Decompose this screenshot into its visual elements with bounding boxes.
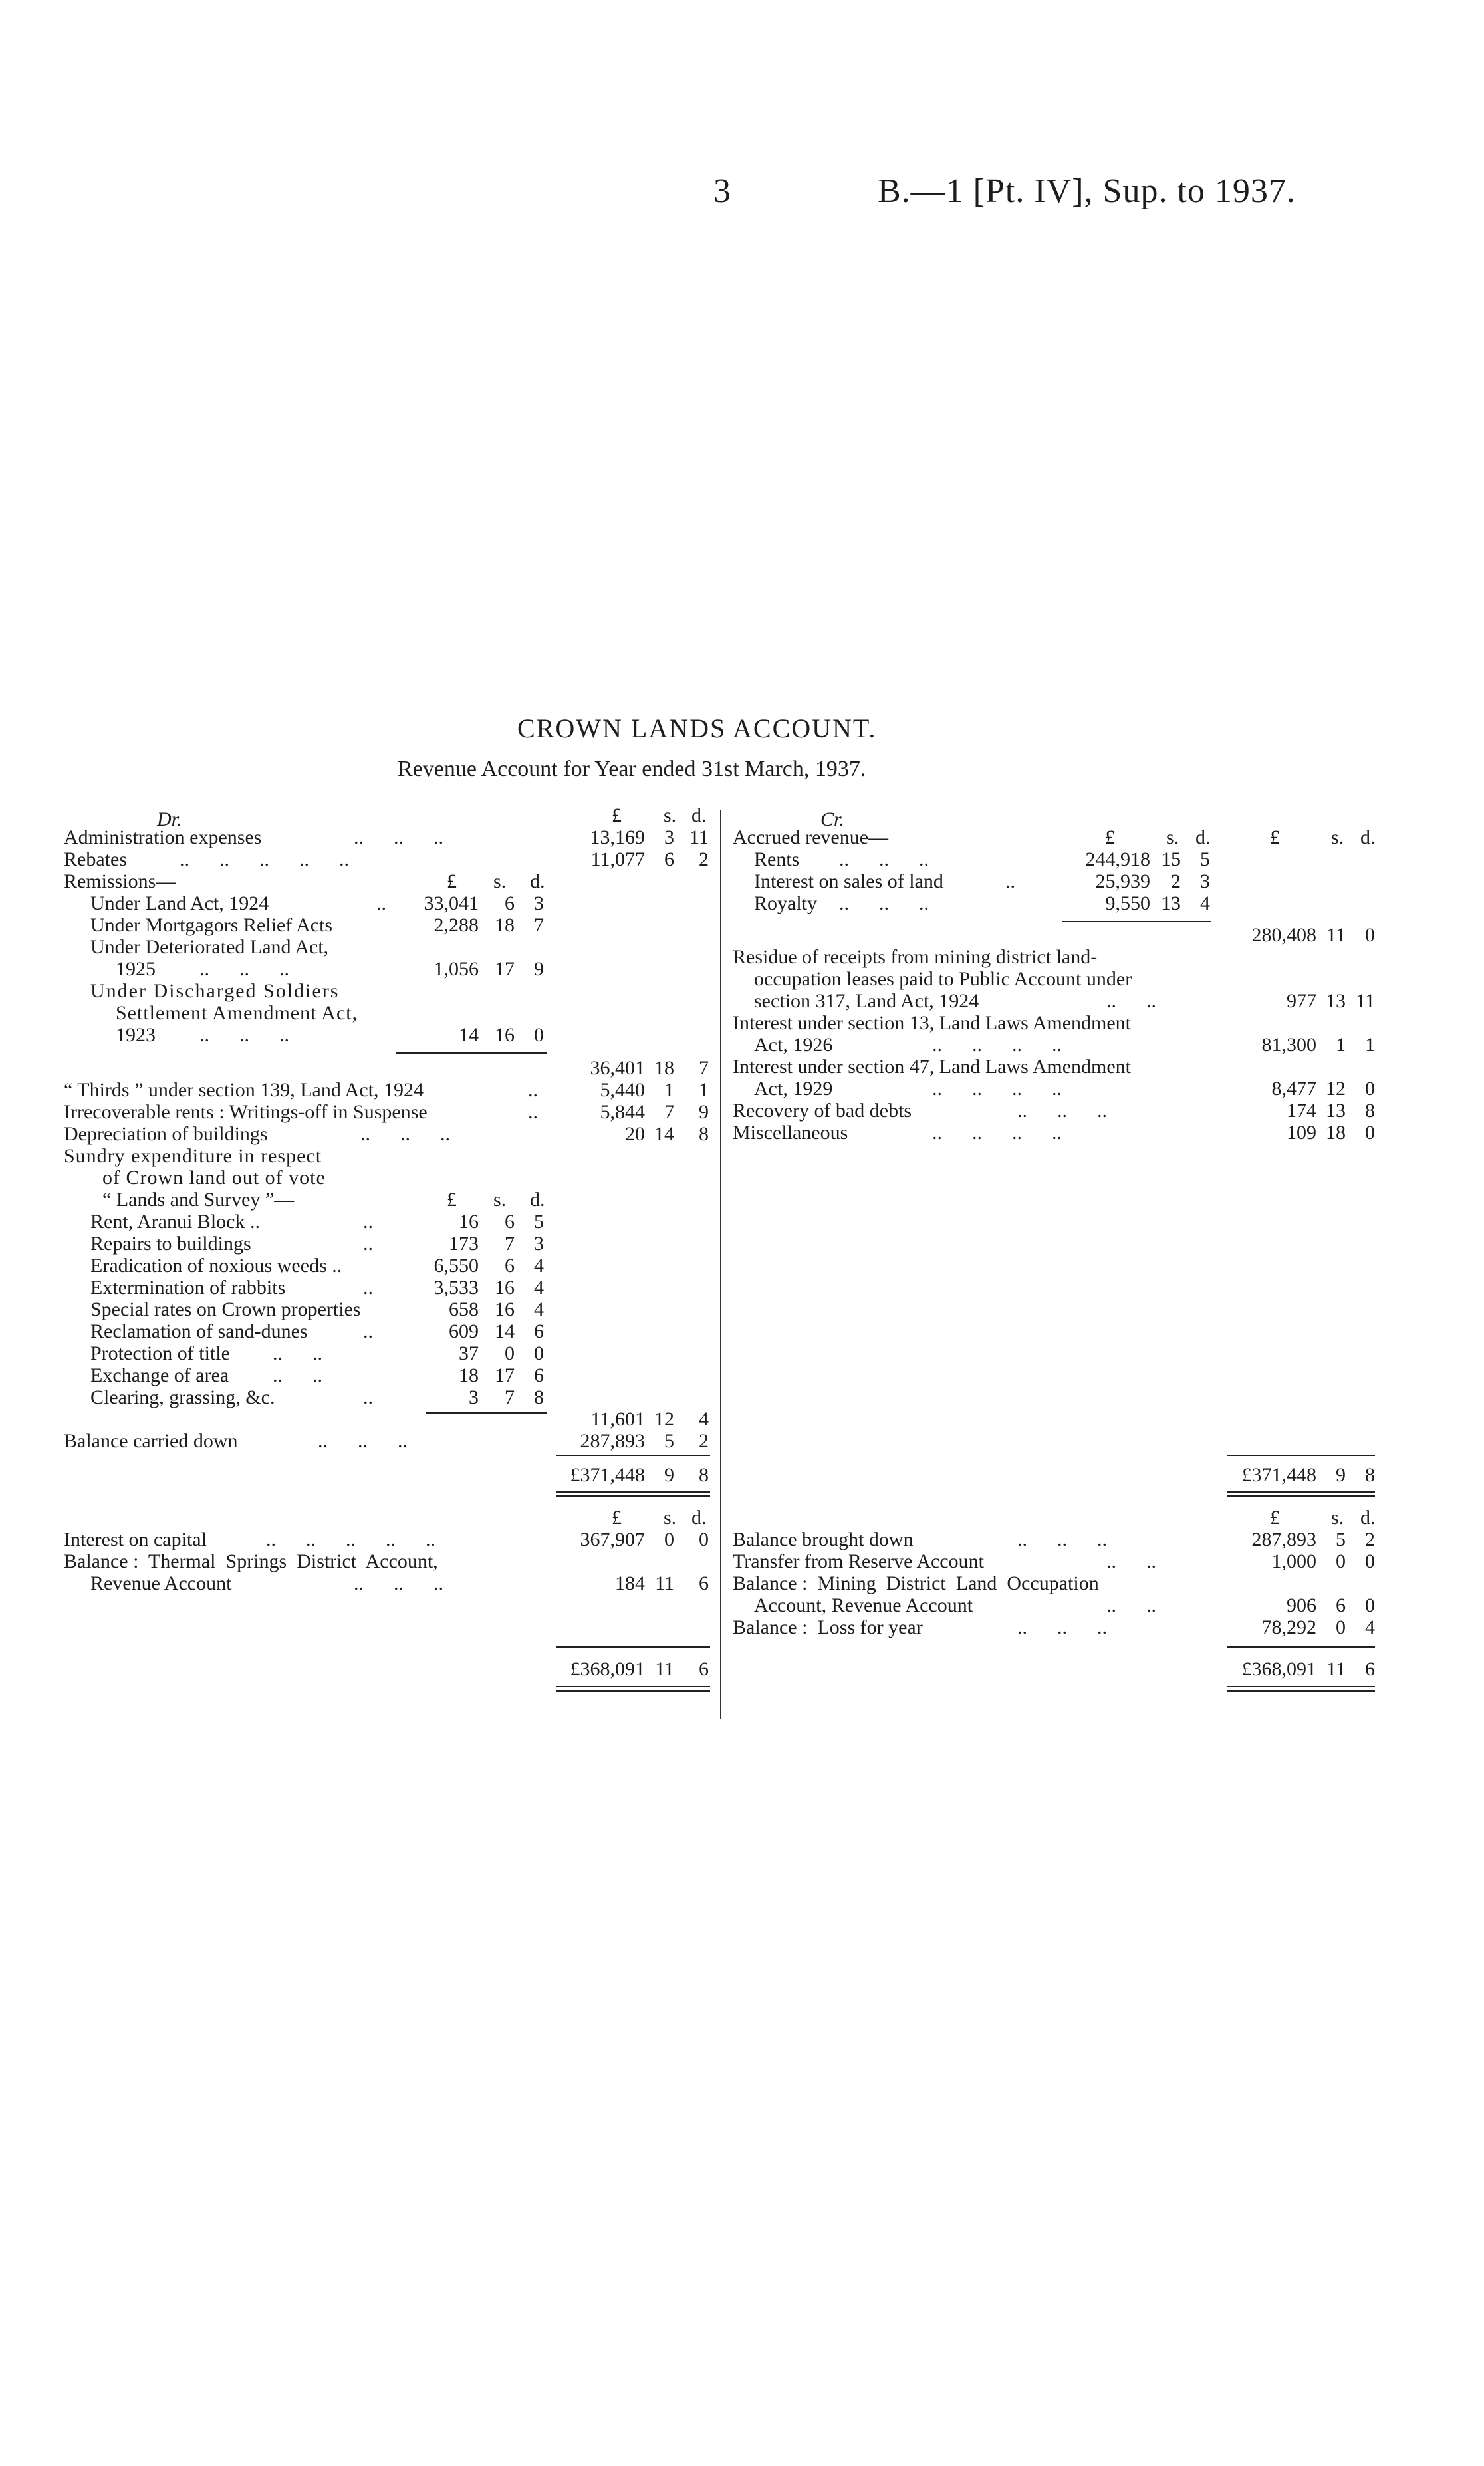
leader-dots: .. (1005, 870, 1015, 892)
amount-pounds: 5,440 (600, 1079, 645, 1101)
total-rule (1227, 1455, 1375, 1456)
dr-total-shillings: 9 (664, 1464, 674, 1486)
sundry-label: Rent, Aranui Block .. (90, 1211, 260, 1233)
dr-row-label: Balance carried down (64, 1430, 238, 1452)
sub-amount-pence: 6 (534, 1364, 544, 1386)
dr-col-pounds: £ (612, 804, 622, 826)
dr-row-label: Remissions— (64, 870, 176, 892)
total-rule (1227, 1646, 1375, 1648)
subtotal-rule (1062, 921, 1211, 922)
residue-line: Residue of receipts from mining district land- (733, 946, 1098, 968)
lower-right-label: Transfer from Reserve Account (733, 1550, 984, 1572)
total-rule (556, 1455, 710, 1456)
sub-amount-pounds: 658 (449, 1298, 479, 1320)
leader-dots: .. .. .. .. (932, 1034, 1062, 1056)
leader-dots: .. (363, 1320, 373, 1342)
sub-amount-pence: 4 (534, 1277, 544, 1298)
leader-dots: .. .. .. .. .. (180, 848, 349, 870)
total-rule (556, 1646, 710, 1648)
sub-amount-pence: 8 (534, 1386, 544, 1408)
amount-shillings: 6 (664, 848, 674, 870)
sub-amount-pence: 0 (534, 1024, 544, 1046)
dr-row-label: Irrecoverable rents : Writings-off in Suspense (64, 1101, 428, 1123)
sundry-heading: “ Lands and Survey ”— (102, 1189, 295, 1211)
sub-amount-pounds: 33,041 (424, 892, 479, 914)
interest47-line: Act, 1929 (754, 1078, 833, 1100)
lower-left-label: Revenue Account (90, 1572, 232, 1594)
sub-amount-pounds: 6,550 (433, 1255, 479, 1277)
interest13-line: Act, 1926 (754, 1034, 833, 1056)
sub-amount-pounds: 25,939 (1095, 870, 1150, 892)
remission-label: Under Discharged Soldiers (90, 980, 340, 1002)
leader-dots: .. .. .. (199, 1024, 289, 1046)
amount-shillings: 1 (1336, 1034, 1346, 1056)
amount-pence: 0 (1365, 1594, 1375, 1616)
account-subtitle: Revenue Account for Year ended 31st March, 1937. (398, 757, 866, 781)
sub-amount-pounds: 14 (459, 1024, 479, 1046)
leader-dots: .. .. .. (1017, 1616, 1107, 1638)
amount-pounds: 287,893 (580, 1430, 645, 1452)
lower-left-label: Interest on capital (64, 1529, 207, 1550)
sub-amount-shillings: 13 (1161, 892, 1181, 914)
sub-col-pence: d. (530, 870, 545, 892)
amount-pence: 8 (1365, 1100, 1375, 1122)
lower-left-label: Balance : Thermal Springs District Account, (64, 1550, 438, 1572)
sub-amount-shillings: 17 (495, 1364, 515, 1386)
amount-shillings: 12 (654, 1408, 674, 1430)
accrued-label: Rents (754, 848, 800, 870)
double-rule (556, 1686, 710, 1687)
amount-pounds: 1,000 (1271, 1550, 1316, 1572)
sundry-label: Repairs to buildings (90, 1233, 251, 1255)
sub-amount-shillings: 6 (505, 892, 515, 914)
leader-dots: .. .. (1106, 1550, 1156, 1572)
sub-amount-pence: 6 (534, 1320, 544, 1342)
double-rule (556, 1491, 710, 1493)
lower-col-pence: d. (691, 1507, 707, 1529)
sub-amount-pounds: 2,288 (433, 914, 479, 936)
lower-left-total-pounds: £368,091 (570, 1658, 645, 1680)
column-divider (720, 810, 721, 1719)
double-rule (1227, 1495, 1375, 1497)
sub-col-pounds: £ (447, 1189, 457, 1211)
amount-pence: 9 (699, 1101, 709, 1123)
remission-label: Under Land Act, 1924 (90, 892, 269, 914)
amount-pounds: 81,300 (1261, 1034, 1316, 1056)
accrued-label: Royalty (754, 892, 817, 914)
amount-shillings: 5 (664, 1430, 674, 1452)
sub-amount-shillings: 18 (495, 914, 515, 936)
lower-right-total-shillings: 11 (1326, 1658, 1346, 1680)
amount-shillings: 6 (1336, 1594, 1346, 1616)
amount-pence: 0 (699, 1529, 709, 1550)
remission-label: 1925 (116, 958, 156, 980)
sub-amount-pounds: 3 (469, 1386, 479, 1408)
sub-amount-shillings: 17 (495, 958, 515, 980)
leader-dots: .. .. .. .. .. (266, 1529, 435, 1550)
sub-amount-shillings: 2 (1171, 870, 1181, 892)
lower-right-label: Balance : Loss for year (733, 1616, 923, 1638)
sub-amount-shillings: 16 (495, 1277, 515, 1298)
amount-shillings: 12 (1326, 1078, 1346, 1100)
leader-dots: .. (363, 1211, 373, 1233)
amount-pence: 7 (699, 1057, 709, 1079)
amount-pence: 11 (689, 826, 709, 848)
residue-line: section 317, Land Act, 1924 (754, 990, 979, 1012)
amount-shillings: 18 (1326, 1122, 1346, 1144)
sub-amount-pounds: 3,533 (433, 1277, 479, 1298)
subtotal-rule (426, 1412, 547, 1414)
amount-shillings: 5 (1336, 1529, 1346, 1550)
sundry-label: Extermination of rabbits (90, 1277, 286, 1298)
amount-pence: 1 (699, 1079, 709, 1101)
amount-pence: 6 (699, 1572, 709, 1594)
sub-amount-pounds: 244,918 (1085, 848, 1150, 870)
amount-pence: 2 (699, 1430, 709, 1452)
dr-row-label: Administration expenses (64, 826, 262, 848)
sub-amount-pence: 0 (534, 1342, 544, 1364)
sub-amount-pounds: 173 (449, 1233, 479, 1255)
double-rule (556, 1690, 710, 1692)
lower-col-pence: d. (1360, 1507, 1376, 1529)
amount-shillings: 1 (664, 1079, 674, 1101)
interest13-line: Interest under section 13, Land Laws Amendment (733, 1012, 1132, 1034)
amount-shillings: 3 (664, 826, 674, 848)
double-rule (1227, 1686, 1375, 1687)
amount-shillings: 0 (664, 1529, 674, 1550)
sub-amount-pounds: 18 (459, 1364, 479, 1386)
amount-pounds: 78,292 (1261, 1616, 1316, 1638)
cr-col-pence: d. (1360, 826, 1376, 848)
interest47-line: Interest under section 47, Land Laws Amendment (733, 1056, 1132, 1078)
amount-shillings: 7 (664, 1101, 674, 1123)
leader-dots: .. .. .. .. (932, 1078, 1062, 1100)
sub-amount-pounds: 9,550 (1105, 892, 1150, 914)
sub-amount-pounds: 16 (459, 1211, 479, 1233)
sub-amount-shillings: 0 (505, 1342, 515, 1364)
page-number: 3 (713, 172, 731, 210)
amount-pounds: 5,844 (600, 1101, 645, 1123)
dr-row-label: Depreciation of buildings (64, 1123, 268, 1145)
sub-amount-shillings: 6 (505, 1211, 515, 1233)
document-reference: B.—1 [Pt. IV], Sup. to 1937. (878, 172, 1296, 210)
lower-left-total-shillings: 11 (655, 1658, 674, 1680)
remission-label: Settlement Amendment Act, (116, 1002, 358, 1024)
sub-amount-pounds: 37 (459, 1342, 479, 1364)
amount-pounds: 109 (1287, 1122, 1316, 1144)
sub-col-shillings: s. (493, 870, 507, 892)
sub-amount-shillings: 16 (495, 1024, 515, 1046)
leader-dots: .. (363, 1277, 373, 1298)
amount-pence: 4 (1365, 1616, 1375, 1638)
leader-dots: .. .. (1106, 1594, 1156, 1616)
double-rule (1227, 1491, 1375, 1493)
dr-col-shillings: s. (664, 804, 677, 826)
sub-col-shillings: s. (1166, 826, 1179, 848)
sub-col-shillings: s. (493, 1189, 507, 1211)
leader-dots: .. .. .. (839, 848, 929, 870)
sub-col-pence: d. (530, 1189, 545, 1211)
residue-line: occupation leases paid to Public Account under (754, 968, 1132, 990)
leader-dots: .. .. .. (199, 958, 289, 980)
amount-pence: 2 (1365, 1529, 1375, 1550)
amount-pence: 2 (699, 848, 709, 870)
amount-pence: 0 (1365, 1122, 1375, 1144)
cr-total-pence: 8 (1365, 1464, 1375, 1486)
sub-amount-pence: 3 (1200, 870, 1210, 892)
sundry-label: Eradication of noxious weeds .. (90, 1255, 342, 1277)
amount-pounds: 280,408 (1251, 924, 1316, 946)
sub-amount-shillings: 7 (505, 1386, 515, 1408)
sub-amount-pence: 3 (534, 892, 544, 914)
cr-accrued-label: Accrued revenue— (733, 826, 889, 848)
cr-total-shillings: 9 (1336, 1464, 1346, 1486)
sub-amount-pence: 7 (534, 914, 544, 936)
lower-right-label: Account, Revenue Account (754, 1594, 973, 1616)
leader-dots: .. .. .. (318, 1430, 408, 1452)
dr-heading: Dr. (157, 808, 182, 830)
amount-pounds: 8,477 (1271, 1078, 1316, 1100)
cr-col-shillings: s. (1331, 826, 1344, 848)
amount-shillings: 11 (655, 1572, 674, 1594)
lower-right-label: Balance brought down (733, 1529, 914, 1550)
sub-amount-pounds: 609 (449, 1320, 479, 1342)
amount-pounds: 906 (1287, 1594, 1316, 1616)
remission-label: Under Deteriorated Land Act, (90, 936, 329, 958)
subtotal-rule (396, 1052, 547, 1054)
amount-pence: 0 (1365, 1078, 1375, 1100)
leader-dots: .. (528, 1101, 538, 1123)
lower-col-shillings: s. (1331, 1507, 1344, 1529)
dr-row-label: “ Thirds ” under section 139, Land Act, 1924 (64, 1079, 424, 1101)
sub-amount-shillings: 16 (495, 1298, 515, 1320)
lower-col-pounds: £ (612, 1507, 622, 1529)
leader-dots: .. .. .. (354, 1572, 443, 1594)
amount-pounds: 36,401 (590, 1057, 645, 1079)
leader-dots: .. .. (1106, 990, 1156, 1012)
leader-dots: .. .. .. (354, 826, 443, 848)
sundry-heading: of Crown land out of vote (102, 1167, 326, 1189)
dr-col-pence: d. (691, 804, 707, 826)
leader-dots: .. (363, 1386, 373, 1408)
leader-dots: .. .. (273, 1342, 322, 1364)
sub-amount-pence: 9 (534, 958, 544, 980)
amount-pounds: 184 (615, 1572, 645, 1594)
amount-pence: 8 (699, 1123, 709, 1145)
leader-dots: .. .. .. (360, 1123, 450, 1145)
sub-amount-pence: 4 (1200, 892, 1210, 914)
sundry-label: Reclamation of sand-dunes (90, 1320, 308, 1342)
amount-pounds: 13,169 (590, 826, 645, 848)
sub-col-pence: d. (1195, 826, 1211, 848)
sundry-label: Protection of title (90, 1342, 230, 1364)
sundry-label: Special rates on Crown properties (90, 1298, 361, 1320)
leader-dots: .. .. .. (1017, 1100, 1107, 1122)
accrued-label: Interest on sales of land (754, 870, 943, 892)
leader-dots: .. (528, 1079, 538, 1101)
lower-right-total-pence: 6 (1365, 1658, 1375, 1680)
amount-pounds: 174 (1287, 1100, 1316, 1122)
amount-pence: 11 (1356, 990, 1375, 1012)
amount-pounds: 367,907 (580, 1529, 645, 1550)
sub-amount-pence: 5 (534, 1211, 544, 1233)
amount-pence: 0 (1365, 924, 1375, 946)
account-title: CROWN LANDS ACCOUNT. (517, 713, 877, 743)
leader-dots: .. (376, 892, 386, 914)
double-rule (1227, 1690, 1375, 1692)
amount-shillings: 11 (1326, 924, 1346, 946)
sub-amount-pence: 4 (534, 1255, 544, 1277)
sub-amount-pence: 3 (534, 1233, 544, 1255)
amount-pounds: 11,601 (590, 1408, 645, 1430)
sundry-heading: Sundry expenditure in respect (64, 1145, 322, 1167)
sub-amount-pence: 5 (1200, 848, 1210, 870)
sub-amount-shillings: 14 (495, 1320, 515, 1342)
remission-label: Under Mortgagors Relief Acts (90, 914, 333, 936)
cr-total-pounds: £371,448 (1241, 1464, 1316, 1486)
lower-right-label: Balance : Mining District Land Occupation (733, 1572, 1099, 1594)
leader-dots: .. .. .. (839, 892, 929, 914)
cr-row-label: Recovery of bad debts (733, 1100, 912, 1122)
remission-label: 1923 (116, 1024, 156, 1046)
leader-dots: .. .. .. (1017, 1529, 1107, 1550)
sundry-label: Exchange of area (90, 1364, 229, 1386)
dr-total-pounds: £371,448 (570, 1464, 645, 1486)
sub-amount-pounds: 1,056 (433, 958, 479, 980)
leader-dots: .. .. (273, 1364, 322, 1386)
sub-amount-pence: 4 (534, 1298, 544, 1320)
lower-left-total-pence: 6 (699, 1658, 709, 1680)
amount-pounds: 11,077 (590, 848, 645, 870)
amount-pence: 4 (699, 1408, 709, 1430)
sub-amount-shillings: 6 (505, 1255, 515, 1277)
sundry-label: Clearing, grassing, &c. (90, 1386, 275, 1408)
sub-col-pounds: £ (447, 870, 457, 892)
lower-right-total-pounds: £368,091 (1241, 1658, 1316, 1680)
lower-col-shillings: s. (664, 1507, 677, 1529)
amount-shillings: 18 (654, 1057, 674, 1079)
amount-pence: 0 (1365, 1550, 1375, 1572)
double-rule (556, 1495, 710, 1497)
amount-pence: 1 (1365, 1034, 1375, 1056)
amount-shillings: 14 (654, 1123, 674, 1145)
amount-shillings: 0 (1336, 1550, 1346, 1572)
lower-col-pounds: £ (1270, 1507, 1280, 1529)
amount-pounds: 20 (625, 1123, 645, 1145)
amount-pounds: 287,893 (1251, 1529, 1316, 1550)
amount-shillings: 13 (1326, 1100, 1346, 1122)
leader-dots: .. .. .. .. (932, 1122, 1062, 1144)
amount-shillings: 13 (1326, 990, 1346, 1012)
leader-dots: .. (363, 1233, 373, 1255)
dr-row-label: Rebates (64, 848, 127, 870)
cr-row-label: Miscellaneous (733, 1122, 848, 1144)
sub-col-pounds: £ (1105, 826, 1115, 848)
amount-shillings: 0 (1336, 1616, 1346, 1638)
sub-amount-shillings: 15 (1161, 848, 1181, 870)
cr-col-pounds: £ (1270, 826, 1280, 848)
amount-pounds: 977 (1287, 990, 1316, 1012)
cr-heading: Cr. (820, 808, 844, 830)
sub-amount-shillings: 7 (505, 1233, 515, 1255)
dr-total-pence: 8 (699, 1464, 709, 1486)
